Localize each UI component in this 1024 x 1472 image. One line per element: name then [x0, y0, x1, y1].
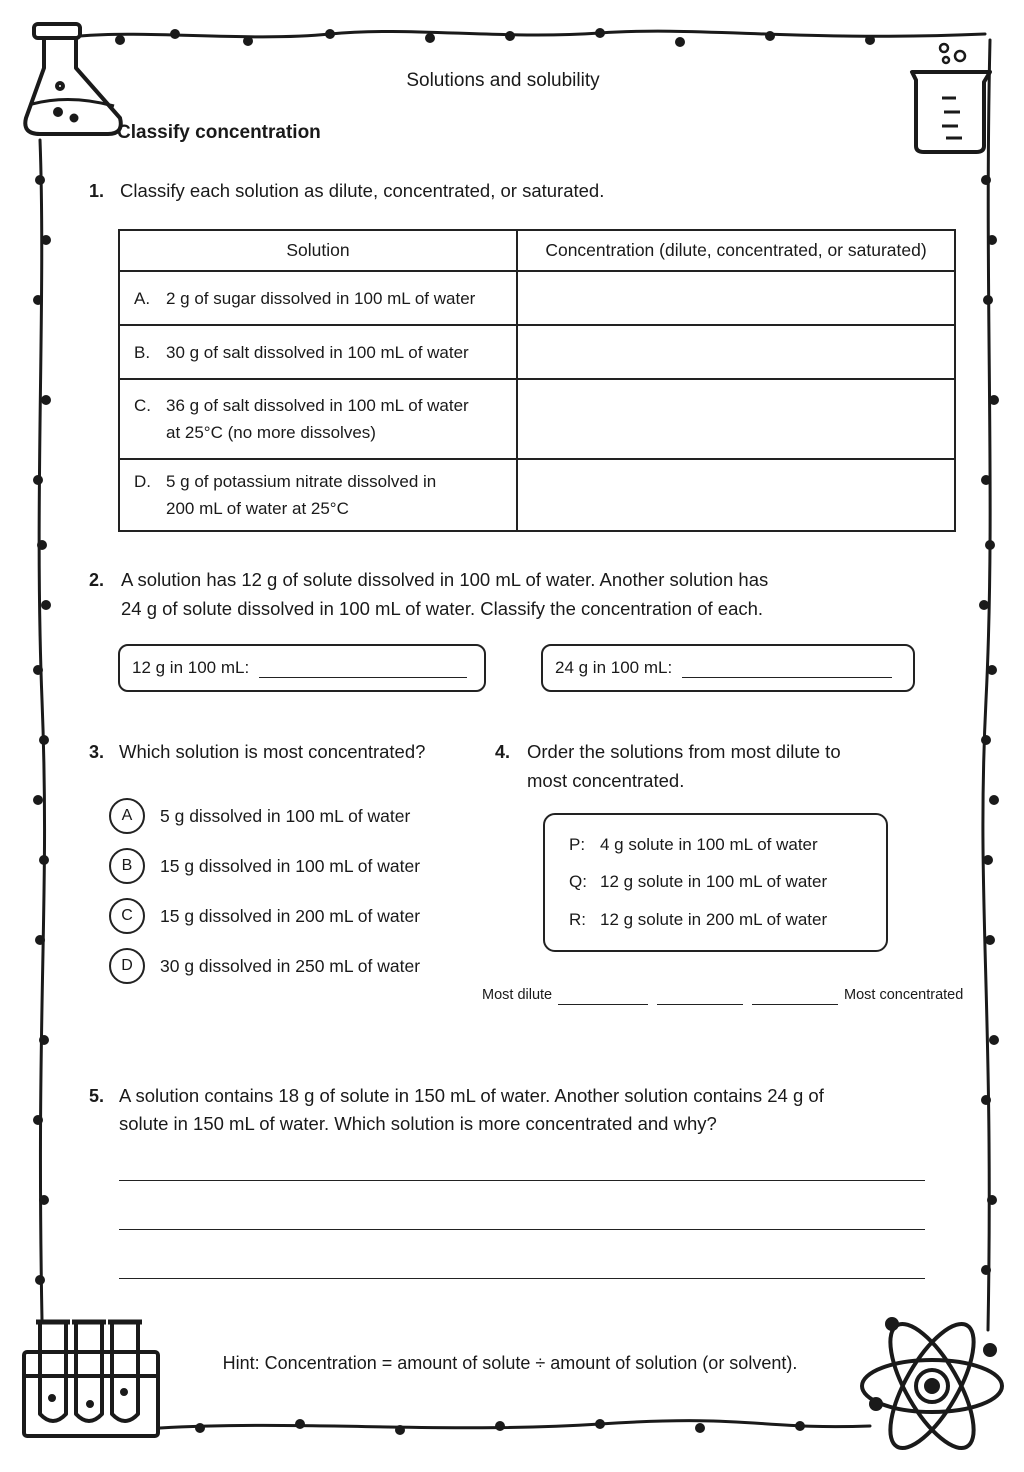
option-bubble[interactable]: D [109, 948, 145, 984]
q5-line1: A solution contains 18 g of solute in 150 mL of water. Another solution contains 24 g of [119, 1085, 824, 1106]
table-row [119, 271, 955, 325]
hint-text: Hint: Concentration = amount of solute ÷ amount of solution (or solvent). [222, 1353, 798, 1373]
answer-cell-b[interactable] [517, 325, 955, 379]
q4-line1: Order the solutions from most dilute to [527, 741, 841, 762]
item-label: P: [569, 835, 586, 854]
solution-text: 30 g of salt dissolved in 100 mL of water [166, 342, 469, 362]
table-row [119, 325, 955, 379]
table-row [119, 379, 955, 459]
answer-box-12g [118, 644, 486, 692]
answer-line-2[interactable] [119, 1229, 925, 1230]
beaker-icon [912, 44, 990, 152]
test-tubes-icon [24, 1322, 158, 1436]
solution-text: 2 g of sugar dissolved in 100 mL of water [166, 288, 476, 308]
solution-cell [119, 271, 517, 325]
q3-number: 3. [89, 742, 105, 762]
answer-cell-d[interactable] [517, 459, 955, 531]
option-b[interactable] [109, 848, 420, 884]
option-bubble[interactable]: A [109, 798, 145, 834]
section-title: Classify concentration [117, 122, 321, 143]
answer-blank-12g[interactable] [259, 658, 467, 678]
solution-text-line1: 36 g of salt dissolved in 100 mL of water [166, 396, 469, 415]
solution-text-line2: 200 mL of water at 25°C [166, 499, 349, 518]
answer-label-24g: 24 g in 100 mL: [555, 658, 673, 677]
flask-icon [25, 24, 121, 134]
most-dilute-label: Most dilute [482, 987, 553, 1003]
table-header-row [119, 230, 955, 271]
solution-text-line2: at 25°C (no more dissolves) [166, 423, 376, 442]
q2-line2: 24 g of solute dissolved in 100 mL of water. Classify the concentration of each. [121, 598, 764, 619]
q5-number: 5. [89, 1086, 105, 1106]
item-text: 12 g solute in 200 mL of water [600, 910, 828, 929]
option-text: 5 g dissolved in 100 mL of water [160, 805, 411, 826]
option-bubble[interactable]: B [109, 848, 145, 884]
classification-table [118, 229, 956, 532]
atom-icon [862, 1312, 1002, 1459]
solution-cell [119, 459, 517, 531]
option-text: 30 g dissolved in 250 mL of water [160, 955, 421, 976]
solutions-list-box [543, 813, 888, 952]
option-a[interactable] [109, 798, 410, 834]
item-label: Q: [569, 872, 587, 891]
answer-blank-24g[interactable] [682, 658, 892, 678]
q1-prompt: Classify each solution as dilute, concentrated, or saturated. [120, 180, 605, 201]
order-blank-3[interactable] [752, 1004, 838, 1005]
q4-line2: most concentrated. [527, 770, 685, 791]
list-item [569, 910, 827, 930]
solution-text-line1: 5 g of potassium nitrate dissolved in [166, 472, 437, 491]
option-d[interactable] [109, 948, 420, 984]
answer-box-24g [541, 644, 915, 692]
most-concentrated-label: Most concentrated [844, 987, 964, 1003]
q2-number: 2. [89, 570, 105, 590]
table-row [119, 459, 955, 531]
q3-prompt: Which solution is most concentrated? [119, 741, 426, 762]
item-text: 12 g solute in 100 mL of water [600, 872, 828, 891]
row-letter: B. [134, 342, 151, 362]
solution-cell [119, 325, 517, 379]
item-label: R: [569, 910, 586, 929]
answer-cell-c[interactable] [517, 379, 955, 459]
page-title: Solutions and solubility [406, 70, 600, 91]
list-item [569, 872, 827, 892]
order-blank-2[interactable] [657, 1004, 743, 1005]
answer-label-12g: 12 g in 100 mL: [132, 658, 250, 677]
q1-number: 1. [89, 181, 105, 201]
answer-line-1[interactable] [119, 1180, 925, 1181]
option-text: 15 g dissolved in 100 mL of water [160, 855, 421, 876]
q4-number: 4. [495, 742, 511, 762]
option-c[interactable] [109, 898, 420, 934]
answer-line-3[interactable] [119, 1278, 925, 1279]
list-item [569, 835, 818, 855]
order-blank-1[interactable] [558, 1004, 648, 1005]
q2-line1: A solution has 12 g of solute dissolved in 100 mL of water. Another solution has [121, 569, 769, 590]
row-letter: C. [134, 396, 151, 415]
column-header-solution: Solution [119, 230, 517, 271]
row-letter: D. [134, 472, 151, 491]
q5-line2: solute in 150 mL of water. Which solution is more concentrated and why? [119, 1113, 717, 1134]
option-bubble[interactable]: C [109, 898, 145, 934]
solution-cell [119, 379, 517, 459]
answer-cell-a[interactable] [517, 271, 955, 325]
item-text: 4 g solute in 100 mL of water [600, 835, 818, 854]
column-header-concentration: Concentration (dilute, concentrated, or saturated) [517, 230, 955, 271]
row-letter: A. [134, 288, 151, 308]
option-text: 15 g dissolved in 200 mL of water [160, 905, 421, 926]
